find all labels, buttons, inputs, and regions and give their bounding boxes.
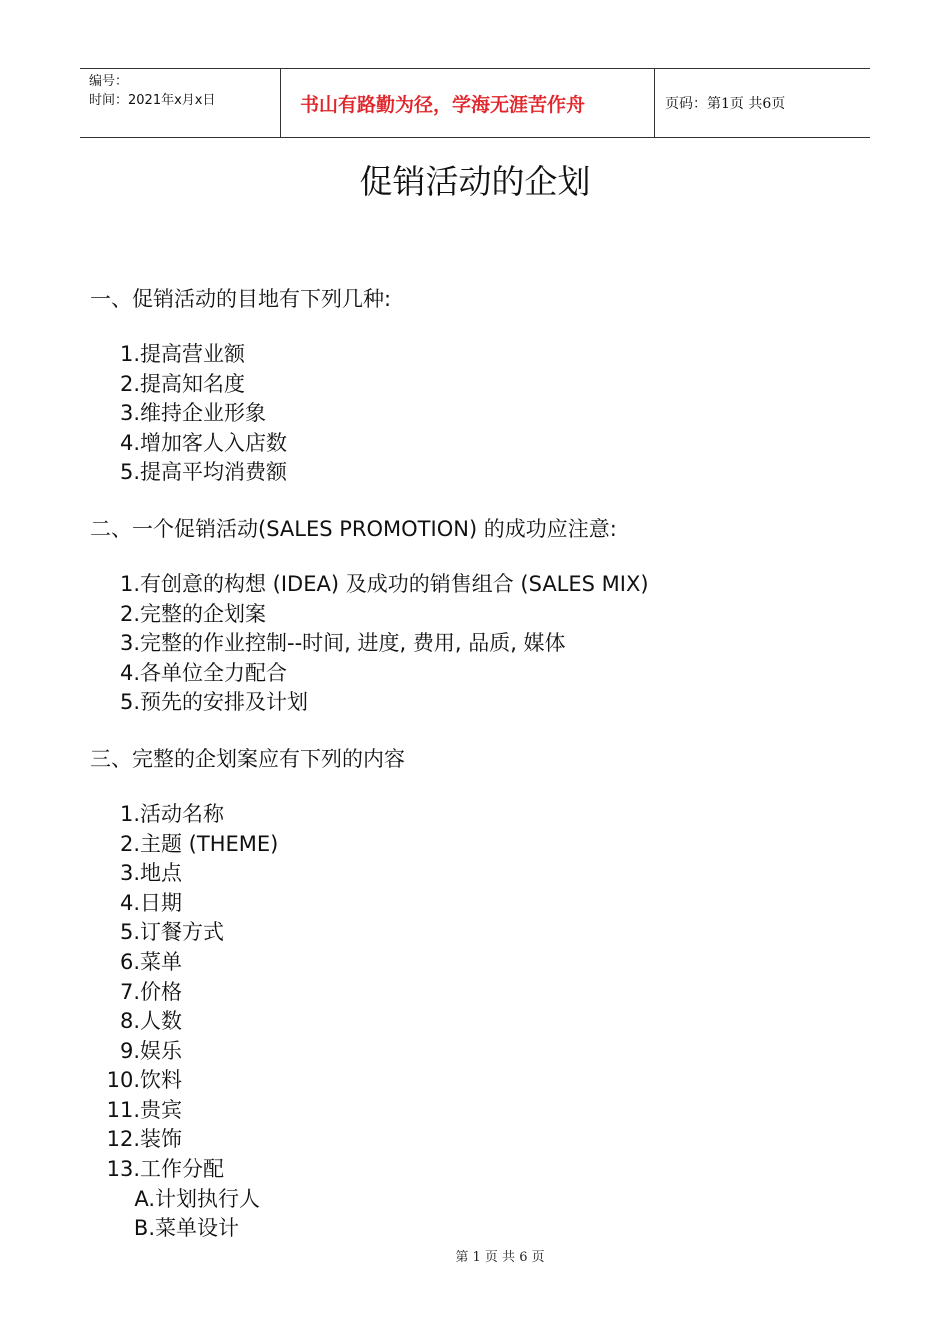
section-list [90,800,870,1244]
list-item [90,340,870,370]
list-item-text: 贵宾 [140,1097,182,1122]
list-item-text: 菜单设计 [155,1216,239,1241]
list-item-number: 7. [119,979,140,1004]
section-list [90,570,870,718]
header-page-info: 页码：第1页 共6页 [665,96,786,112]
list-item-text: 完整的作业控制--时间, 进度, 费用, 品质, 媒体 [140,631,566,656]
list-item [90,918,870,948]
document-title: 促销活动的企划 [359,162,591,201]
list-item [90,629,870,659]
list-item [90,1185,870,1215]
list-item-number: 5. [119,920,140,945]
list-item-text: 工作分配 [140,1157,224,1182]
list-item-text: 增加客人入店数 [140,430,287,455]
list-item-number: 10. [106,1068,140,1093]
document-number-label: 编号： [89,74,129,89]
document-body [90,284,870,1270]
list-item [90,429,870,459]
list-item [90,659,870,689]
list-item-text: 提高营业额 [140,342,245,366]
list-item-number: 4. [119,660,140,685]
list-item-number: 5. [119,460,140,485]
list-item-number: 1. [119,801,140,826]
list-item [90,889,870,919]
list-item-text: 提高知名度 [140,371,245,396]
list-item-text: 人数 [140,1009,182,1034]
document-time-label: 时间：2021年x月x日 [89,93,216,108]
list-item-number: 3. [119,861,140,886]
list-item-number: 3. [119,631,140,656]
list-item [90,1066,870,1096]
list-item-number: 6. [119,949,140,974]
list-item-text: 地点 [140,861,182,886]
list-item-number: 11. [106,1097,140,1122]
list-item-number: 5. [119,690,140,715]
list-item-number: 2. [119,371,140,396]
list-item [90,830,870,860]
list-item-text: 装饰 [140,1127,182,1152]
list-item [90,1214,870,1244]
list-item [90,800,870,830]
header-meta [80,69,281,137]
list-item-number: 4. [119,890,140,915]
list-item-text: 活动名称 [140,801,224,826]
list-item-number: 2. [119,601,140,626]
list-item [90,1007,870,1037]
list-item-number: 12. [106,1127,140,1152]
section-heading: 二、一个促销活动(SALES PROMOTION) 的成功应注意: [90,516,617,541]
list-item [90,1037,870,1067]
list-item-text: 完整的企划案 [140,601,266,626]
list-item-number: B. [133,1216,155,1241]
list-item-number: 13. [106,1157,140,1182]
list-item-text: 计划执行人 [155,1186,260,1211]
document-header [80,68,870,138]
list-item-number: 9. [119,1038,140,1063]
list-item [90,370,870,400]
list-item-text: 日期 [140,890,182,915]
list-item [90,458,870,488]
list-item-text: 有创意的构想 (IDEA) 及成功的销售组合 (SALES MIX) [140,571,649,596]
section-list [90,340,870,488]
list-item-text: 菜单 [140,949,182,974]
list-item-number: 4. [119,430,140,455]
list-item [90,600,870,630]
header-motto: 书山有路勤为径，学海无涯苦作舟 [281,69,655,137]
list-item-text: 维持企业形象 [140,401,266,426]
list-item-text: 娱乐 [140,1038,182,1063]
section-heading: 三、完整的企划案应有下列的内容 [90,746,405,771]
list-item [90,1096,870,1126]
list-item-number: A. [134,1186,155,1211]
list-item-text: 订餐方式 [140,920,224,945]
list-item [90,859,870,889]
list-item-text: 预先的安排及计划 [140,690,308,715]
list-item-text: 提高平均消费额 [140,460,287,485]
list-item-number: 1. [119,571,140,596]
list-item-number: 3. [119,401,140,426]
list-item-number: 2. [119,831,140,856]
list-item-text: 饮料 [140,1068,182,1093]
list-item-text: 各单位全力配合 [140,660,287,685]
list-item [90,1125,870,1155]
list-item-text: 价格 [140,979,182,1004]
list-item [90,688,870,718]
list-item [90,570,870,600]
list-item-number: 8. [119,1009,140,1034]
section-heading: 一、促销活动的目地有下列几种: [90,287,392,311]
page-footer: 第 1 页 共 6 页 [455,1250,545,1265]
list-item [90,948,870,978]
list-item [90,1155,870,1185]
list-item [90,399,870,429]
list-item-text: 主题 (THEME) [140,831,279,856]
list-item [90,978,870,1008]
list-item-number: 1. [119,342,140,366]
